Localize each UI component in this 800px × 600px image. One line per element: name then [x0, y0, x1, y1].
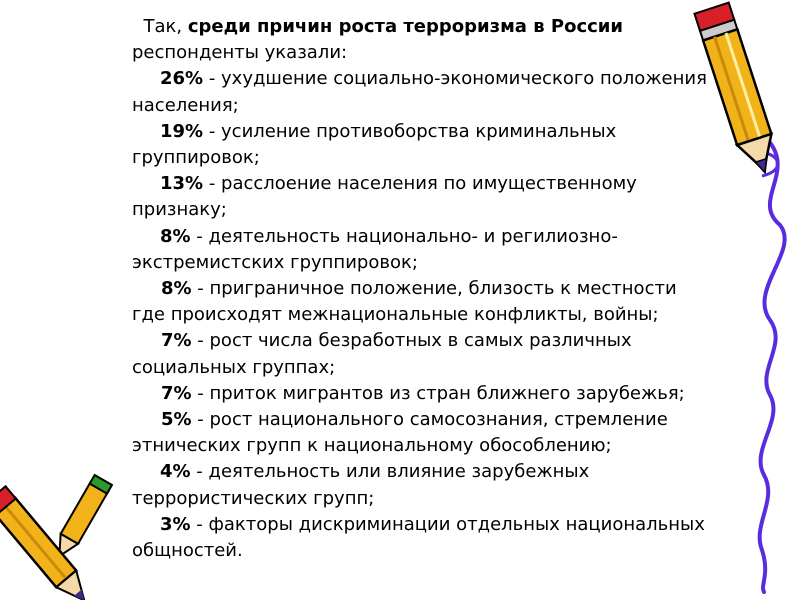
reason-continuation: террористических групп; — [132, 487, 375, 509]
reason-text: - усиление противоборства криминальных — [203, 120, 617, 142]
reason-percent: 4% — [160, 461, 191, 483]
reason-percent: 8% — [161, 278, 192, 300]
reason-9 — [132, 459, 792, 485]
reason-percent: 19% — [160, 120, 204, 142]
intro-bold: среди причин роста терроризма в России — [187, 16, 624, 37]
intro-line — [132, 14, 792, 40]
reason-percent: 5% — [161, 409, 192, 431]
reason-continuation: признаку; — [132, 199, 227, 221]
reason-text: - ухудшение социально-экономического положения — [203, 68, 707, 90]
reason-text: - рост числа безработных в самых различных — [191, 330, 632, 352]
reason-text: - приток мигрантов из стран ближнего зарубежья; — [191, 382, 685, 404]
reason-continuation: населения; — [132, 94, 239, 116]
reason-text: - расслоение населения по имущественному — [203, 173, 637, 195]
intro-rest: респонденты указали: — [132, 42, 348, 64]
reason-4 — [132, 224, 792, 250]
reason-continuation: социальных группах; — [132, 356, 336, 378]
pencils-icon — [0, 485, 130, 600]
reason-text: - деятельность или влияние зарубежных — [190, 461, 590, 483]
reason-text: - рост национального самосознания, стремление — [191, 409, 668, 431]
reason-percent: 3% — [160, 513, 191, 535]
reason-continuation: общностей. — [132, 540, 243, 562]
reason-percent: 7% — [161, 330, 192, 352]
reason-7 — [132, 381, 792, 407]
reason-1 — [132, 66, 792, 92]
reason-8 — [132, 407, 792, 433]
reason-text: - приграничное положение, близость к местности — [191, 278, 677, 300]
reason-percent: 8% — [160, 225, 191, 247]
reason-percent: 13% — [160, 173, 204, 195]
reasons-text — [132, 14, 792, 564]
intro-prefix: Так, — [143, 16, 183, 37]
reason-percent: 7% — [161, 382, 192, 404]
reason-continuation: группировок; — [132, 147, 260, 169]
reason-6 — [132, 328, 792, 354]
reason-continuation: экстремистских группировок; — [132, 251, 418, 273]
reason-continuation: где происходят межнациональные конфликты, войны; — [132, 304, 659, 326]
reason-text: - факторы дискриминации отдельных национальных — [190, 513, 705, 535]
reason-3 — [132, 171, 792, 197]
reason-text: - деятельность национально- и регилиозно- — [190, 225, 618, 247]
reason-5 — [132, 276, 792, 302]
reason-percent: 26% — [160, 68, 204, 90]
reason-10 — [132, 512, 792, 538]
reason-2 — [132, 119, 792, 145]
reason-continuation: этнических групп к национальному обособлению; — [132, 435, 612, 457]
